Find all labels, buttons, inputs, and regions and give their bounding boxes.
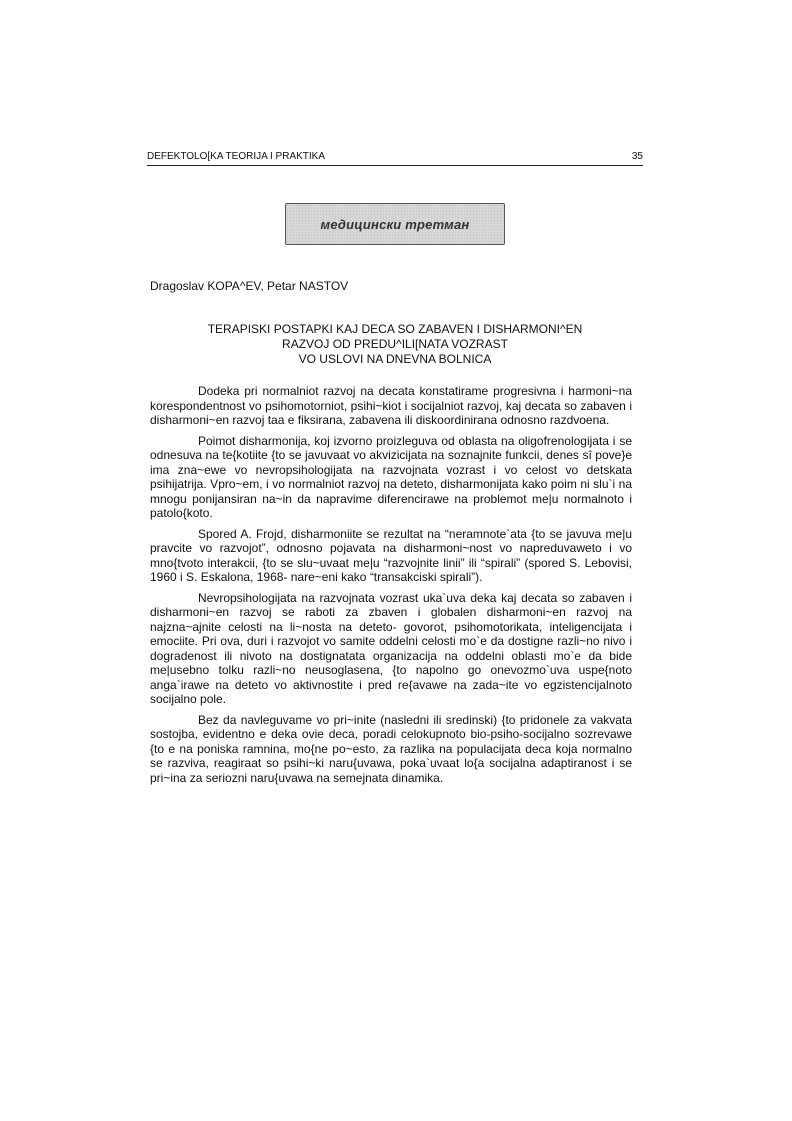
running-header — [147, 150, 643, 166]
paragraph: Spored A. Frojd, disharmoniite se rezultat na “neramnote`ata {to se javuva me|u pravcite vo razvojot”, odnosno pojavata na disharmoni~nost vo napreduvaweto i vo mno{tvoto interakcii, {to se slu~uvaat me|u “razvojnite linii” ili “spirali” (spored S. Lebovisi, 1960 i S. Eskalona, 1968- nare~eni kako “transakciski spirali”). — [150, 526, 632, 584]
title-line: RAZVOJ OD PREDU^ILI[NATA VOZRAST — [282, 337, 508, 351]
paragraph: Poimot disharmonija, koj izvorno proizleguva od oblasta na oligofrenologijata i se odnesuva na te{kotiite {to se javuvaat vo akvizicijata na soznajnite funkcii, denes sî pove}e ima zna~ewe vo nevropsihologijata na razvojnata vozrast i vo celost vo detskata psihijatrija. Vpro~em, i vo normalniot razvoj na deteto, disharmonijata kako poim ni slu`i na mnogu ponijansiran na~in da napravime diferencirawe na problemot me|u normalnoto i patolo{koto. — [150, 433, 632, 520]
journal-name: DEFEKTOLO[KA TEORIJA I PRAKTIKA — [147, 151, 326, 162]
title-line: TERAPISKI POSTAPKI KAJ DECA SO ZABAVEN I DISHARMONI^EN — [207, 322, 583, 336]
page-number: 35 — [631, 151, 643, 162]
paragraph: Nevropsihologijata na razvojnata vozrast uka`uva deka kaj decata so zabaven i disharmoni~en razvoj se raboti za zbaven i globalen disharmoni~en razvoj na najzna~ajnite celosti na li~nosta na deteto- govorot, psihomotorikata, inteligencijata i emociite. Pri ova, duri i razvojot vo samite oddelni celosti mo`e da dostigne razli~no nivo i dogradenost ili nivoto na dostignatata organizacija na oddelni oblasti mo`e da bide me|usebno tolku razli~no neusoglasena, {to napolno go onevozmo`uva uspe{noto anga`irawe na deteto vo aktivnostite i pred re{avawe na zada~ite vo egzistencijalnoto socijalno pole. — [150, 590, 632, 706]
section-label-box — [285, 203, 505, 245]
title-line: VO USLOVI NA DNEVNA BOLNICA — [298, 352, 492, 366]
authors: Dragoslav KOPA^EV, Petar NASTOV — [150, 279, 349, 293]
paragraph: Dodeka pri normalniot razvoj na decata konstatirame progresivna i harmoni~na korespondentnost vo psihomotorniot, psihi~kiot i socijalniot razvoj, kaj decata so zabaven i disharmoni~en razvoj taa e fiksirana, zabavena ili diskoordinirana odnosno razdvoena. — [150, 384, 632, 427]
section-label: медицински третман — [320, 216, 470, 232]
article-body — [150, 384, 632, 791]
article-title — [150, 322, 640, 367]
paragraph: Bez da navleguvame vo pri~inite (nasledni ili sredinski) {to pridonele za vakvata sostojba, evidentno e deka ovie deca, poradi celokupnoto bio-psiho-socijalno sozrevawe {to e na poniska ramnina, mo{ne po~esto, za razlika na populacijata deca koja normalno se razviva, reagiraat so psihi~ki naru{uvawa, poka`uvaat lo{a socijalna adaptiranost i se pri~ina za seriozni naru{uvawa na semejnata dinamika. — [150, 712, 632, 785]
